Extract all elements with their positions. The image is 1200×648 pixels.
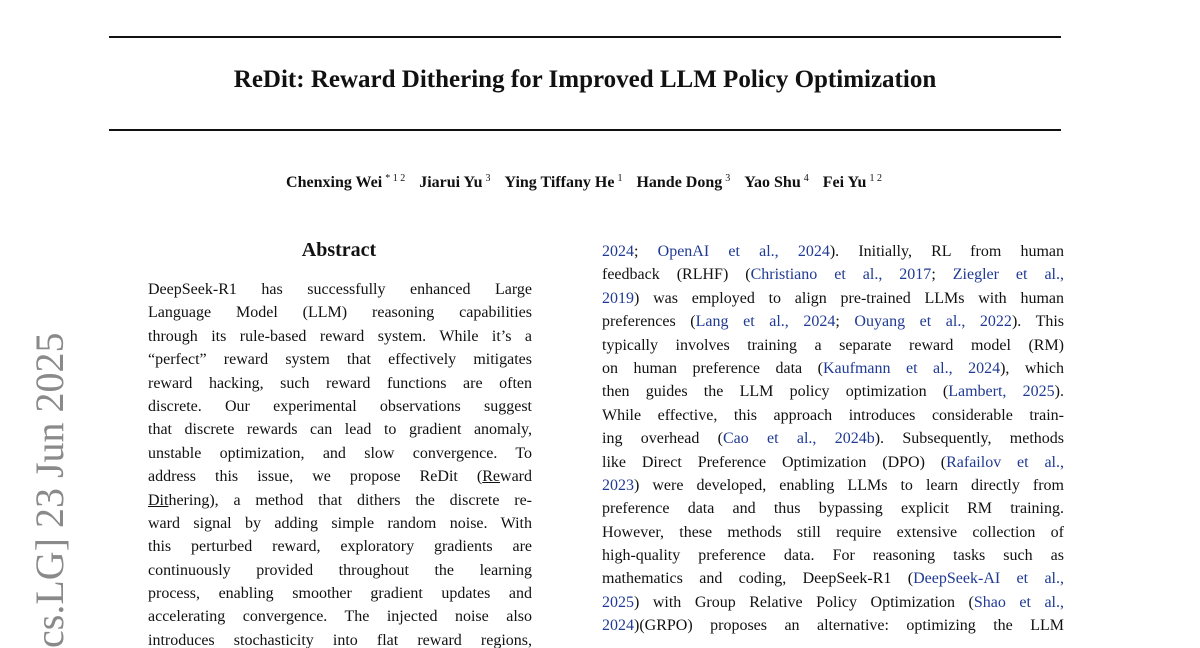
- intro-line: 2024; OpenAI et al., 2024). Initially, RL from human: [602, 243, 1064, 260]
- abstract-line: through its rule-based reward system. While it’s a: [148, 327, 532, 345]
- citation-link[interactable]: Cao et al., 2024b: [722, 430, 875, 448]
- citation-link[interactable]: Kaufmann et al., 2024: [822, 359, 1001, 377]
- author: Chenxing Wei $^{* 1 2}$: [286, 173, 406, 191]
- author: Ying Tiffany He $^1$: [504, 173, 623, 191]
- arxiv-stamp: cs.LG] 23 Jun 2025: [27, 332, 72, 648]
- abstract-line: ward signal by adding simple random noise. With: [148, 514, 532, 532]
- intro-line: preferences (Lang et al., 2024; Ouyang et al., 2022). This: [602, 313, 1065, 331]
- intro-line: While effective, this approach introduces considerable train-: [602, 406, 1064, 424]
- title-rule-bottom: [109, 129, 1061, 131]
- author-list: [0, 173, 1168, 192]
- intro-line: then guides the LLM policy optimization (Lambert, 2025).: [602, 383, 1064, 401]
- intro-line: feedback (RLHF) (Christiano et al., 2017; Ziegler et al.,: [602, 266, 1065, 284]
- intro-line: high-quality preference data. For reasoning tasks such as: [602, 547, 1064, 565]
- citation-link[interactable]: Rafailov et al.,: [946, 453, 1065, 471]
- intro-line: like Direct Preference Optimization (DPO) (Rafailov et al.,: [602, 453, 1065, 471]
- abstract-line: “perfect” reward system that effectively mitigates: [148, 351, 532, 369]
- abstract-line: this perturbed reward, exploratory gradients are: [148, 538, 532, 556]
- intro-line: 2019) was employed to align pre-trained LLMs with human: [602, 289, 1064, 307]
- citation-link[interactable]: 2025: [602, 593, 634, 611]
- citation-link[interactable]: Lang et al., 2024: [695, 313, 836, 331]
- abstract-line: Dithering), a method that dithers the discrete re-: [148, 491, 532, 509]
- citation-link[interactable]: Ziegler et al.,: [952, 266, 1065, 284]
- abstract-line: continuously provided throughout the learning: [148, 561, 532, 579]
- citation-link[interactable]: OpenAI et al., 2024: [657, 243, 830, 260]
- citation-link[interactable]: Christiano et al., 2017: [750, 266, 932, 284]
- intro-line: typically involves training a separate reward model (RM): [602, 336, 1064, 354]
- intro-line: on human preference data (Kaufmann et al., 2024), which: [602, 359, 1065, 377]
- abstract-body: [148, 278, 532, 648]
- abstract-heading: Abstract: [301, 239, 377, 261]
- citation-link[interactable]: 2023: [602, 476, 634, 494]
- paper-title: ReDit: Reward Dithering for Improved LLM Policy Optimization: [233, 66, 937, 93]
- citation-link[interactable]: 2024: [602, 243, 634, 260]
- citation-link[interactable]: Shao et al.,: [973, 593, 1064, 611]
- abstract-line: address this issue, we propose ReDit (Reward: [148, 468, 532, 486]
- intro-body: [602, 240, 1064, 638]
- intro-line: 2024)(GRPO) proposes an alternative: optimizing the LLM: [602, 617, 1064, 635]
- abstract-line: that discrete rewards can lead to gradient anomaly,: [148, 421, 532, 439]
- abstract-line: Language Model (LLM) reasoning capabilities: [148, 304, 532, 322]
- intro-line: 2025) with Group Relative Policy Optimization (Shao et al.,: [602, 593, 1064, 611]
- intro-line: preference data and thus bypassing explicit RM training.: [602, 500, 1064, 518]
- title-rule-top: [109, 36, 1061, 38]
- intro-line: ing overhead (Cao et al., 2024b). Subsequently, methods: [602, 430, 1064, 448]
- citation-link[interactable]: DeepSeek-AI et al.,: [913, 570, 1064, 588]
- citation-link[interactable]: 2019: [602, 289, 634, 307]
- abstract-line: DeepSeek-R1 has successfully enhanced Large: [148, 281, 532, 298]
- author: Yao Shu $^4$: [744, 173, 809, 191]
- author: Fei Yu $^{1 2}$: [822, 173, 882, 191]
- abstract-line: reward hacking, such reward functions are often: [148, 374, 532, 392]
- citation-link[interactable]: Lambert, 2025: [948, 383, 1055, 401]
- intro-line: 2023) were developed, enabling LLMs to learn directly from: [602, 476, 1064, 494]
- citation-link[interactable]: 2024: [602, 617, 634, 635]
- intro-line: However, these methods still require extensive collection of: [602, 523, 1064, 541]
- citation-link[interactable]: Ouyang et al., 2022: [854, 313, 1012, 331]
- abstract-line: introduces stochasticity into flat reward regions,: [148, 631, 532, 648]
- abstract-line: accelerating convergence. The injected noise also: [148, 608, 532, 626]
- abstract-line: discrete. Our experimental observations suggest: [148, 397, 532, 415]
- abstract-line: unstable optimization, and slow convergence. To: [148, 444, 532, 462]
- author: Jiarui Yu $^3$: [419, 173, 491, 191]
- intro-line: mathematics and coding, DeepSeek-R1 (DeepSeek-AI et al.,: [602, 570, 1064, 588]
- abstract-line: process, enabling smoother gradient updates and: [148, 585, 532, 603]
- author: Hande Dong $^3$: [636, 173, 731, 191]
